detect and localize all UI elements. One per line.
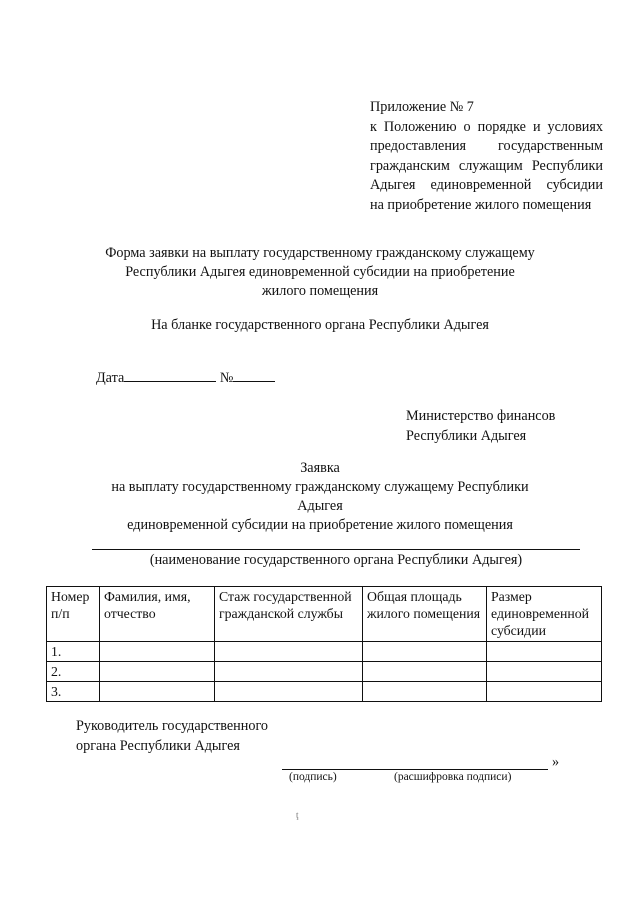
org-name-line bbox=[92, 549, 580, 550]
table-row bbox=[47, 642, 602, 662]
table-cell bbox=[363, 642, 487, 662]
letterhead-note: На бланке государственного органа Республики Адыгея bbox=[151, 317, 489, 333]
table-cell bbox=[215, 642, 363, 662]
appendix-line: Адыгея единовременной субсидии bbox=[370, 177, 603, 193]
column-header-subsidy-amount: Размер единовременной субсидии bbox=[487, 587, 602, 642]
request-title-line: на выплату государственному гражданскому служащему Республики Адыгея bbox=[111, 479, 529, 514]
signature-caption: (подпись) bbox=[289, 771, 337, 783]
form-title-line: Республики Адыгея единовременной субсидии на приобретение bbox=[125, 264, 515, 280]
column-header-number: Номер п/п bbox=[47, 587, 100, 642]
table-row bbox=[47, 682, 602, 702]
head-title-line: органа Республики Адыгея bbox=[76, 738, 240, 754]
signature-line bbox=[282, 769, 548, 770]
form-title-line: жилого помещения bbox=[261, 283, 379, 299]
table-header-row bbox=[47, 587, 602, 642]
column-header-service-length: Стаж государственной гражданской службы bbox=[215, 587, 363, 642]
signature-transcript-caption: (расшифровка подписи) bbox=[394, 771, 512, 783]
org-name-caption: (наименование государственного органа Республики Адыгея) bbox=[149, 552, 523, 568]
subsidy-table bbox=[46, 586, 602, 702]
table-cell bbox=[215, 662, 363, 682]
date-blank bbox=[124, 381, 216, 382]
table-cell bbox=[487, 682, 602, 702]
row-number: 3. bbox=[47, 682, 100, 702]
recipient-line: Министерство финансов bbox=[406, 408, 556, 424]
table-cell bbox=[100, 682, 215, 702]
form-title-line: Форма заявки на выплату государственному гражданскому служащему bbox=[105, 245, 535, 261]
column-header-full-name: Фамилия, имя, отчество bbox=[100, 587, 215, 642]
request-title-line: Заявка bbox=[300, 460, 340, 476]
appendix-line: предоставления государственным bbox=[370, 138, 603, 154]
appendix-line: гражданским служащим Республики bbox=[370, 157, 603, 174]
head-signature-title bbox=[76, 716, 268, 756]
column-header-living-area: Общая площадь жилого помещения bbox=[363, 587, 487, 642]
row-number: 2. bbox=[47, 662, 100, 682]
appendix-line: к Положению о порядке и условиях bbox=[370, 118, 603, 135]
table-cell bbox=[363, 682, 487, 702]
row-number: 1. bbox=[47, 642, 100, 662]
table-cell bbox=[100, 642, 215, 662]
number-blank bbox=[233, 381, 275, 382]
date-number-line bbox=[96, 370, 275, 387]
head-title-line: Руководитель государственного bbox=[76, 718, 269, 734]
appendix-line: на приобретение жилого помещения bbox=[370, 196, 592, 213]
closing-quote: » bbox=[552, 754, 560, 770]
recipient-line: Республики Адыгея bbox=[406, 428, 527, 444]
number-label: № bbox=[219, 370, 234, 386]
table-cell bbox=[487, 662, 602, 682]
form-title bbox=[90, 244, 550, 301]
appendix-line: Приложение № 7 bbox=[370, 99, 474, 115]
date-label: Дата bbox=[96, 370, 125, 386]
table-cell bbox=[100, 662, 215, 682]
request-title-line: единовременной субсидии на приобретение жилого помещения bbox=[127, 517, 513, 533]
table-row bbox=[47, 662, 602, 682]
table-cell bbox=[215, 682, 363, 702]
recipient-block bbox=[406, 406, 555, 446]
table-cell bbox=[487, 642, 602, 662]
table-cell bbox=[363, 662, 487, 682]
request-title bbox=[90, 459, 550, 535]
appendix-block bbox=[370, 98, 603, 215]
stray-mark: ţ bbox=[296, 810, 299, 820]
